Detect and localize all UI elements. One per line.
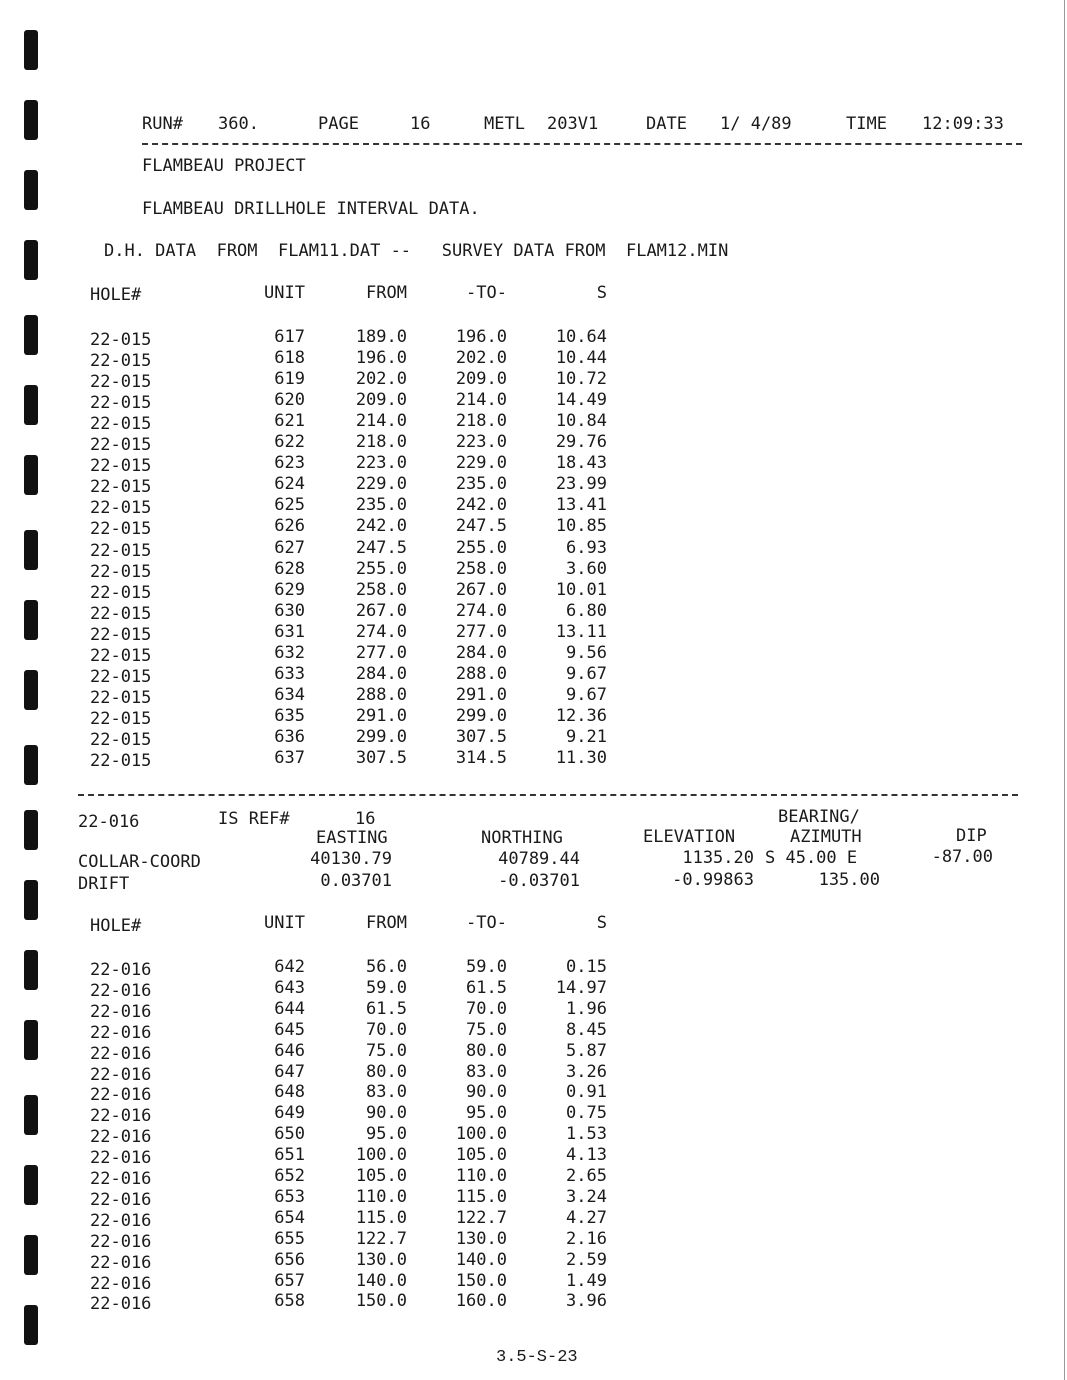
cell-hole: 22-016 xyxy=(90,1210,152,1231)
collar-hole-id: 22-016 xyxy=(78,812,140,832)
col-to: -TO- xyxy=(466,283,507,303)
cell-to: 110.0 xyxy=(455,1166,507,1186)
table-row xyxy=(0,432,640,456)
cell-s: 4.13 xyxy=(566,1145,607,1166)
cell-from: 105.0 xyxy=(355,1166,407,1186)
col-s: S xyxy=(596,913,607,933)
cell-from: 56.0 xyxy=(366,957,407,977)
drift-label: DRIFT xyxy=(78,874,130,894)
page-edge xyxy=(1064,0,1065,1380)
section-rule xyxy=(78,794,1018,796)
table-row xyxy=(0,1082,640,1106)
cell-from: 196.0 xyxy=(355,348,407,369)
cell-s: 1.96 xyxy=(566,998,607,1019)
cell-unit: 621 xyxy=(274,411,305,432)
cell-hole: 22-015 xyxy=(90,582,152,603)
col-s: S xyxy=(596,283,607,303)
cell-from: 90.0 xyxy=(366,1103,407,1124)
cell-s: 8.45 xyxy=(566,1019,607,1040)
cell-hole: 22-015 xyxy=(90,751,152,771)
cell-hole: 22-016 xyxy=(90,980,152,1001)
cell-from: 277.0 xyxy=(355,642,407,663)
cell-to: 122.7 xyxy=(455,1207,507,1228)
cell-s: 0.75 xyxy=(566,1103,607,1124)
cell-hole: 22-015 xyxy=(90,351,152,372)
drift-azimuth: 135.00 xyxy=(818,870,880,890)
cell-to: 196.0 xyxy=(455,327,507,347)
header-rule xyxy=(142,143,1022,145)
binder-hole xyxy=(24,810,38,850)
source-line: D.H. DATA FROM FLAM11.DAT -- SURVEY DATA FROM FLAM12.MIN xyxy=(104,241,729,261)
cell-s: 2.59 xyxy=(566,1249,607,1270)
project-title: FLAMBEAU PROJECT xyxy=(142,156,306,176)
binder-hole xyxy=(24,240,38,280)
cell-hole: 22-015 xyxy=(90,477,152,498)
cell-to: 202.0 xyxy=(455,348,507,369)
cell-from: 247.5 xyxy=(355,537,407,558)
cell-to: 314.5 xyxy=(455,748,507,768)
collar-bearing: S 45.00 E xyxy=(765,848,858,868)
cell-s: 2.65 xyxy=(566,1166,607,1186)
bearing-label: BEARING/ xyxy=(778,807,860,827)
table-row xyxy=(0,1166,640,1189)
elevation-label: ELEVATION xyxy=(643,827,736,847)
cell-s: 12.36 xyxy=(555,705,607,726)
cell-s: 2.16 xyxy=(566,1228,607,1249)
cell-unit: 632 xyxy=(274,642,305,663)
cell-hole: 22-016 xyxy=(90,1252,152,1273)
cell-s: 14.97 xyxy=(555,977,607,998)
cell-from: 115.0 xyxy=(355,1207,407,1228)
table-row xyxy=(0,453,640,477)
table-row xyxy=(0,495,640,519)
cell-unit: 631 xyxy=(274,621,305,642)
col-hole: HOLE# xyxy=(90,916,142,936)
cell-to: 150.0 xyxy=(455,1270,507,1291)
cell-hole: 22-016 xyxy=(90,1169,152,1189)
cell-from: 75.0 xyxy=(366,1040,407,1061)
cell-s: 18.43 xyxy=(555,453,607,474)
cell-from: 223.0 xyxy=(355,453,407,474)
cell-from: 130.0 xyxy=(355,1249,407,1270)
col-unit: UNIT xyxy=(264,913,305,933)
cell-from: 214.0 xyxy=(355,411,407,432)
cell-hole: 22-015 xyxy=(90,414,152,435)
binder-hole xyxy=(24,170,38,210)
cell-from: 242.0 xyxy=(355,516,407,537)
cell-unit: 646 xyxy=(274,1040,305,1061)
cell-s: 3.60 xyxy=(566,558,607,579)
cell-s: 23.99 xyxy=(555,474,607,495)
cell-s: 29.76 xyxy=(555,432,607,453)
cell-unit: 637 xyxy=(274,748,305,768)
cell-from: 61.5 xyxy=(366,998,407,1019)
cell-unit: 620 xyxy=(274,390,305,411)
cell-from: 80.0 xyxy=(366,1061,407,1082)
cell-unit: 622 xyxy=(274,432,305,453)
cell-to: 140.0 xyxy=(455,1249,507,1270)
table-row xyxy=(0,748,640,771)
cell-to: 130.0 xyxy=(455,1228,507,1249)
cell-hole: 22-016 xyxy=(90,1294,152,1315)
cell-hole: 22-016 xyxy=(90,1064,152,1085)
cell-s: 10.85 xyxy=(555,516,607,537)
cell-s: 3.26 xyxy=(566,1061,607,1082)
cell-hole: 22-016 xyxy=(90,1148,152,1169)
cell-unit: 626 xyxy=(274,516,305,537)
ref-number: 16 xyxy=(355,809,376,829)
cell-unit: 656 xyxy=(274,1249,305,1270)
cell-unit: 636 xyxy=(274,726,305,747)
cell-from: 110.0 xyxy=(355,1186,407,1207)
date-label: DATE xyxy=(646,114,687,134)
cell-unit: 658 xyxy=(274,1291,305,1312)
cell-s: 11.30 xyxy=(555,748,607,768)
cell-unit: 628 xyxy=(274,558,305,579)
cell-s: 10.01 xyxy=(555,579,607,600)
run-label: RUN# xyxy=(142,114,183,134)
table-row xyxy=(0,600,640,624)
table-row xyxy=(0,1145,640,1169)
cell-to: 115.0 xyxy=(455,1186,507,1207)
table-row xyxy=(0,705,640,729)
collar-elevation: 1135.20 xyxy=(682,848,754,868)
cell-to: 274.0 xyxy=(455,600,507,621)
cell-s: 0.15 xyxy=(566,957,607,977)
cell-to: 284.0 xyxy=(455,642,507,663)
cell-unit: 627 xyxy=(274,537,305,558)
cell-from: 235.0 xyxy=(355,495,407,516)
cell-from: 100.0 xyxy=(355,1145,407,1166)
col-hole: HOLE# xyxy=(90,285,142,305)
cell-to: 258.0 xyxy=(455,558,507,579)
cell-hole: 22-015 xyxy=(90,519,152,540)
col-unit: UNIT xyxy=(264,283,305,303)
cell-unit: 647 xyxy=(274,1061,305,1082)
time-value: 12:09:33 xyxy=(922,114,1004,134)
azimuth-label: AZIMUTH xyxy=(790,827,862,847)
table-row xyxy=(0,390,640,414)
metl-label: METL xyxy=(484,114,525,134)
cell-hole: 22-016 xyxy=(90,960,152,980)
cell-from: 70.0 xyxy=(366,1019,407,1040)
table-row xyxy=(0,369,640,393)
cell-hole: 22-016 xyxy=(90,1127,152,1148)
cell-unit: 633 xyxy=(274,663,305,684)
cell-from: 267.0 xyxy=(355,600,407,621)
cell-to: 95.0 xyxy=(466,1103,507,1124)
cell-hole: 22-015 xyxy=(90,729,152,750)
cell-unit: 644 xyxy=(274,998,305,1019)
cell-s: 10.72 xyxy=(555,369,607,390)
cell-to: 70.0 xyxy=(466,998,507,1019)
cell-s: 1.49 xyxy=(566,1270,607,1291)
cell-to: 299.0 xyxy=(455,705,507,726)
cell-to: 214.0 xyxy=(455,390,507,411)
table-row xyxy=(0,348,640,372)
cell-to: 75.0 xyxy=(466,1019,507,1040)
cell-to: 255.0 xyxy=(455,537,507,558)
cell-unit: 617 xyxy=(274,327,305,347)
cell-s: 6.80 xyxy=(566,600,607,621)
table-row xyxy=(0,642,640,666)
cell-hole: 22-016 xyxy=(90,1231,152,1252)
cell-to: 83.0 xyxy=(466,1061,507,1082)
cell-to: 105.0 xyxy=(455,1145,507,1166)
cell-to: 59.0 xyxy=(466,957,507,977)
cell-hole: 22-015 xyxy=(90,666,152,687)
table-row xyxy=(0,1291,640,1315)
cell-to: 209.0 xyxy=(455,369,507,390)
cell-from: 95.0 xyxy=(366,1124,407,1145)
cell-to: 291.0 xyxy=(455,684,507,705)
table-row xyxy=(0,411,640,435)
table-row xyxy=(0,327,640,350)
cell-unit: 657 xyxy=(274,1270,305,1291)
cell-hole: 22-015 xyxy=(90,372,152,393)
collar-easting: 40130.79 xyxy=(310,849,392,869)
cell-to: 218.0 xyxy=(455,411,507,432)
cell-hole: 22-015 xyxy=(90,624,152,645)
table-row xyxy=(0,621,640,645)
cell-from: 307.5 xyxy=(355,748,407,768)
table-row xyxy=(0,1061,640,1085)
report-subtitle: FLAMBEAU DRILLHOLE INTERVAL DATA. xyxy=(142,199,480,219)
cell-hole: 22-016 xyxy=(90,1001,152,1022)
run-number: 360. xyxy=(218,114,259,134)
table-row xyxy=(0,516,640,540)
cell-hole: 22-016 xyxy=(90,1189,152,1210)
metl-value: 203V1 xyxy=(547,114,599,134)
cell-s: 10.84 xyxy=(555,411,607,432)
table-row xyxy=(0,1186,640,1210)
cell-hole: 22-015 xyxy=(90,540,152,561)
cell-to: 277.0 xyxy=(455,621,507,642)
cell-hole: 22-016 xyxy=(90,1085,152,1106)
collar-coord-label: COLLAR-COORD xyxy=(78,852,201,872)
cell-hole: 22-015 xyxy=(90,393,152,414)
binder-hole xyxy=(24,100,38,140)
table-row xyxy=(0,1019,640,1043)
cell-to: 90.0 xyxy=(466,1082,507,1103)
cell-s: 0.91 xyxy=(566,1082,607,1103)
table-row xyxy=(0,474,640,498)
table-row xyxy=(0,663,640,687)
cell-to: 267.0 xyxy=(455,579,507,600)
table-row xyxy=(0,726,640,750)
cell-from: 83.0 xyxy=(366,1082,407,1103)
cell-to: 307.5 xyxy=(455,726,507,747)
col-to: -TO- xyxy=(466,913,507,933)
table-row xyxy=(0,1040,640,1064)
cell-hole: 22-015 xyxy=(90,645,152,666)
cell-hole: 22-016 xyxy=(90,1022,152,1043)
cell-hole: 22-015 xyxy=(90,561,152,582)
cell-unit: 635 xyxy=(274,705,305,726)
table-row xyxy=(0,684,640,708)
drift-easting: 0.03701 xyxy=(320,871,392,891)
cell-unit: 651 xyxy=(274,1145,305,1166)
cell-unit: 618 xyxy=(274,348,305,369)
table-row xyxy=(0,558,640,582)
cell-unit: 623 xyxy=(274,453,305,474)
drift-elevation: -0.99863 xyxy=(672,870,754,890)
cell-from: 255.0 xyxy=(355,558,407,579)
table-row xyxy=(0,1124,640,1148)
dip-label: DIP xyxy=(956,826,987,846)
table-row xyxy=(0,1270,640,1294)
cell-to: 80.0 xyxy=(466,1040,507,1061)
cell-s: 9.67 xyxy=(566,663,607,684)
cell-from: 202.0 xyxy=(355,369,407,390)
cell-s: 9.21 xyxy=(566,726,607,747)
cell-hole: 22-015 xyxy=(90,687,152,708)
date-value: 1/ 4/89 xyxy=(720,114,792,134)
table-row xyxy=(0,579,640,603)
cell-to: 235.0 xyxy=(455,474,507,495)
cell-from: 189.0 xyxy=(355,327,407,347)
cell-unit: 630 xyxy=(274,600,305,621)
cell-to: 61.5 xyxy=(466,977,507,998)
page-label: PAGE xyxy=(318,114,359,134)
cell-from: 288.0 xyxy=(355,684,407,705)
cell-s: 10.64 xyxy=(555,327,607,347)
cell-s: 10.44 xyxy=(555,348,607,369)
cell-s: 3.96 xyxy=(566,1291,607,1312)
cell-unit: 649 xyxy=(274,1103,305,1124)
page-number: 16 xyxy=(410,114,431,134)
cell-to: 242.0 xyxy=(455,495,507,516)
cell-hole: 22-015 xyxy=(90,456,152,477)
cell-s: 1.53 xyxy=(566,1124,607,1145)
cell-s: 9.56 xyxy=(566,642,607,663)
table-row xyxy=(0,957,640,980)
northing-label: NORTHING xyxy=(481,828,563,848)
binder-hole xyxy=(24,30,38,70)
page-footer: 3.5-S-23 xyxy=(496,1348,578,1367)
table-row xyxy=(0,998,640,1022)
cell-hole: 22-016 xyxy=(90,1273,152,1294)
cell-unit: 629 xyxy=(274,579,305,600)
cell-unit: 625 xyxy=(274,495,305,516)
cell-to: 229.0 xyxy=(455,453,507,474)
cell-s: 6.93 xyxy=(566,537,607,558)
col-from: FROM xyxy=(366,913,407,933)
cell-from: 284.0 xyxy=(355,663,407,684)
cell-from: 229.0 xyxy=(355,474,407,495)
cell-hole: 22-016 xyxy=(90,1106,152,1127)
time-label: TIME xyxy=(846,114,887,134)
binder-hole xyxy=(24,880,38,920)
drift-northing: -0.03701 xyxy=(498,871,580,891)
cell-hole: 22-015 xyxy=(90,330,152,350)
cell-unit: 650 xyxy=(274,1124,305,1145)
cell-from: 274.0 xyxy=(355,621,407,642)
cell-unit: 624 xyxy=(274,474,305,495)
cell-from: 59.0 xyxy=(366,977,407,998)
cell-unit: 655 xyxy=(274,1228,305,1249)
cell-from: 218.0 xyxy=(355,432,407,453)
cell-unit: 654 xyxy=(274,1207,305,1228)
cell-unit: 648 xyxy=(274,1082,305,1103)
cell-hole: 22-015 xyxy=(90,708,152,729)
cell-s: 13.11 xyxy=(555,621,607,642)
cell-from: 140.0 xyxy=(355,1270,407,1291)
cell-from: 299.0 xyxy=(355,726,407,747)
cell-s: 5.87 xyxy=(566,1040,607,1061)
cell-s: 3.24 xyxy=(566,1186,607,1207)
cell-to: 100.0 xyxy=(455,1124,507,1145)
cell-from: 291.0 xyxy=(355,705,407,726)
cell-unit: 653 xyxy=(274,1186,305,1207)
table-row xyxy=(0,1249,640,1273)
cell-s: 4.27 xyxy=(566,1207,607,1228)
cell-hole: 22-015 xyxy=(90,435,152,456)
cell-unit: 642 xyxy=(274,957,305,977)
table-row xyxy=(0,977,640,1001)
cell-s: 13.41 xyxy=(555,495,607,516)
collar-northing: 40789.44 xyxy=(498,849,580,869)
cell-unit: 643 xyxy=(274,977,305,998)
table-row xyxy=(0,537,640,561)
cell-s: 9.67 xyxy=(566,684,607,705)
col-from: FROM xyxy=(366,283,407,303)
cell-hole: 22-015 xyxy=(90,498,152,519)
table-row xyxy=(0,1103,640,1127)
cell-to: 247.5 xyxy=(455,516,507,537)
cell-to: 160.0 xyxy=(455,1291,507,1312)
cell-hole: 22-016 xyxy=(90,1043,152,1064)
cell-hole: 22-015 xyxy=(90,603,152,624)
cell-from: 122.7 xyxy=(355,1228,407,1249)
cell-to: 288.0 xyxy=(455,663,507,684)
cell-s: 14.49 xyxy=(555,390,607,411)
cell-unit: 619 xyxy=(274,369,305,390)
cell-from: 258.0 xyxy=(355,579,407,600)
table-row xyxy=(0,1207,640,1231)
easting-label: EASTING xyxy=(316,828,388,848)
cell-unit: 634 xyxy=(274,684,305,705)
cell-to: 223.0 xyxy=(455,432,507,453)
collar-dip: -87.00 xyxy=(931,847,993,867)
cell-from: 209.0 xyxy=(355,390,407,411)
ref-label: IS REF# xyxy=(218,809,290,829)
table-row xyxy=(0,1228,640,1252)
cell-unit: 652 xyxy=(274,1166,305,1186)
cell-unit: 645 xyxy=(274,1019,305,1040)
cell-from: 150.0 xyxy=(355,1291,407,1312)
